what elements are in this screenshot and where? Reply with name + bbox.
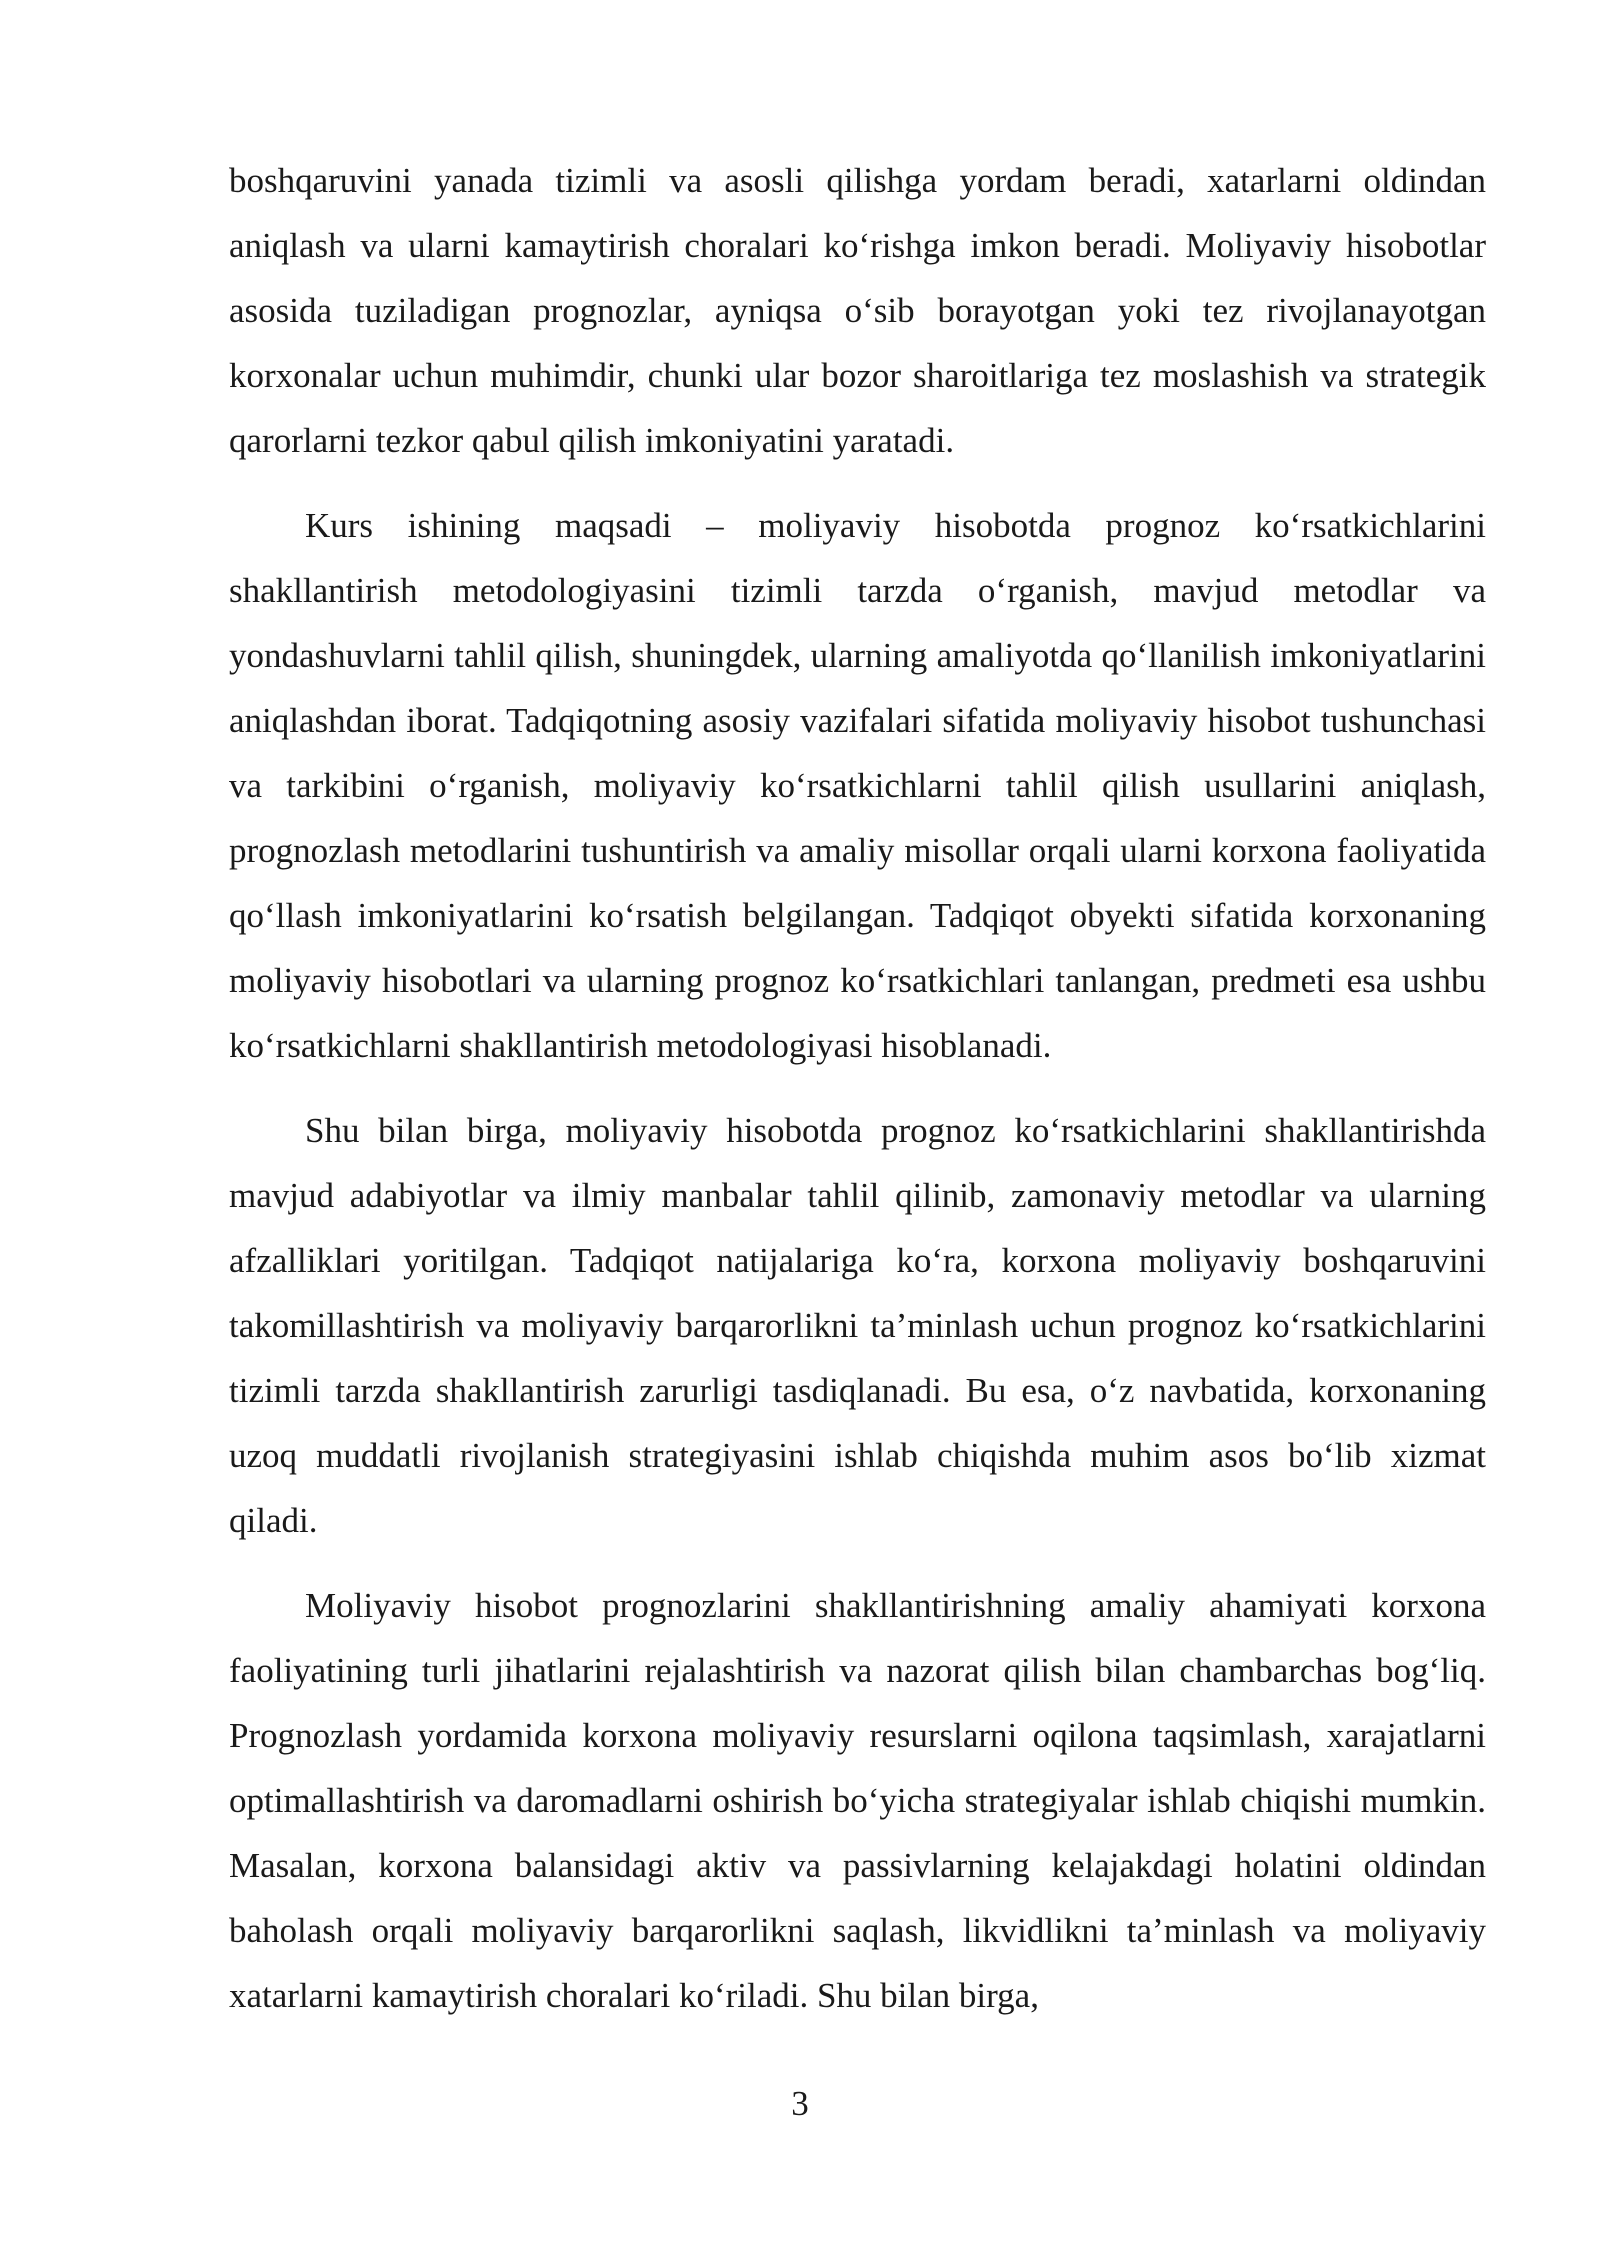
paragraph-3: Shu bilan birga, moliyaviy hisobotda prognoz ko‘rsatkichlarini shakllantirishda mavjud adabiyotlar va ilmiy manbalar tahlil qilinib, zamonaviy metodlar va ularning afzalliklari yoritilgan. Tadqiqot natijalariga ko‘ra, korxona moliyaviy boshqaruvini takomillashtirish va moliyaviy barqarorlikni ta’minlash uchun prognoz ko‘rsatkichlarini tizimli tarzda shakllantirish zarurligi tasdiqlanadi. Bu esa, o‘z navbatida, korxonaning uzoq muddatli rivojlanish strategiyasini ishlab chiqishda muhim asos bo‘lib xizmat qiladi. (229, 1111, 1486, 1540)
page-number: 3 (791, 2084, 809, 2123)
paragraph-4: Moliyaviy hisobot prognozlarini shakllantirishning amaliy ahamiyati korxona faoliyatining turli jihatlarini rejalashtirish va nazorat qilish bilan chambarchas bog‘liq. Prognozlash yordamida korxona moliyaviy resurslarni oqilona taqsimlash, xarajatlarni optimallashtirish va daromadlarni oshirish bo‘yicha strategiyalar ishlab chiqishi mumkin. Masalan, korxona balansidagi aktiv va passivlarning kelajakdagi holatini oldindan baholash orqali moliyaviy barqarorlikni saqlash, likvidlikni ta’minlash va moliyaviy xatarlarni kamaytirish choralari ko‘riladi. Shu bilan birga, (229, 1586, 1486, 2015)
paragraph-2: Kurs ishining maqsadi – moliyaviy hisobotda prognoz ko‘rsatkichlarini shakllantirish metodologiyasini tizimli tarzda o‘rganish, mavjud metodlar va yondashuvlarni tahlil qilish, shuningdek, ularning amaliyotda qo‘llanilish imkoniyatlarini aniqlashdan iborat. Tadqiqotning asosiy vazifalari sifatida moliyaviy hisobot tushunchasi va tarkibini o‘rganish, moliyaviy ko‘rsatkichlarni tahlil qilish usullarini aniqlash, prognozlash metodlarini tushuntirish va amaliy misollar orqali ularni korxona faoliyatida qo‘llash imkoniyatlarini ko‘rsatish belgilangan. Tadqiqot obyekti sifatida korxonaning moliyaviy hisobotlari va ularning prognoz ko‘rsatkichlari tanlangan, predmeti esa ushbu ko‘rsatkichlarni shakllantirish metodologiyasi hisoblanadi. (229, 506, 1486, 1065)
body-text (229, 148, 1486, 2048)
paragraph-1: boshqaruvini yanada tizimli va asosli qilishga yordam beradi, xatarlarni oldindan aniqlash va ularni kamaytirish choralari ko‘rishga imkon beradi. Moliyaviy hisobotlar asosida tuziladigan prognozlar, ayniqsa o‘sib borayotgan yoki tez rivojlanayotgan korxonalar uchun muhimdir, chunki ular bozor sharoitlariga tez moslashish va strategik qarorlarni tezkor qabul qilish imkoniyatini yaratadi. (229, 161, 1486, 460)
